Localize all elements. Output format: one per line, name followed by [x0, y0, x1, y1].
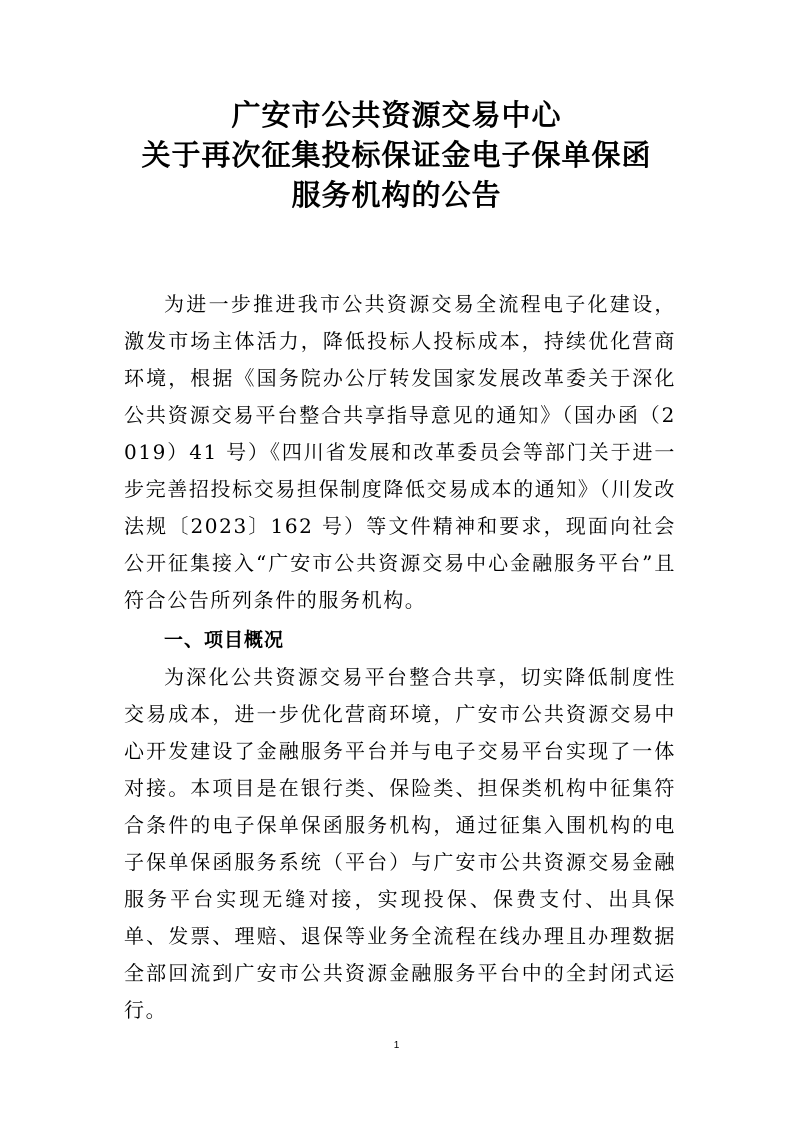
- section-paragraph: 为深化公共资源交易平台整合共享，切实降低制度性交易成本，进一步优化营商环境，广安市公共资源交易中心开发建设了金融服务平台并与电子交易平台实现了一体对接。本项目是在银行类、保险类、担保类机构中征集符合条件的电子保单保函服务机构，通过征集入围机构的电子保单保函服务系统（平台）与广安市公共资源交易金融服务平台实现无缝对接，实现投保、保费支付、出具保单、发票、理赔、退保等业务全流程在线办理且办理数据全部回流到广安市公共资源金融服务平台中的全封闭式运行。: [124, 665, 676, 1022]
- document-body: [124, 286, 676, 1029]
- title-line: 广安市公共资源交易中心: [231, 98, 562, 132]
- page-number: 1: [393, 1040, 400, 1051]
- title-line: 关于再次征集投标保证金电子保单保函: [141, 138, 652, 172]
- document-title: [0, 95, 793, 215]
- title-line: 服务机构的公告: [291, 178, 502, 212]
- section-heading: 一、项目概况: [164, 629, 285, 651]
- intro-paragraph: 为进一步推进我市公共资源交易全流程电子化建设，激发市场主体活力，降低投标人投标成本，持续优化营商环境，根据《国务院办公厅转发国家发展改革委关于深化公共资源交易平台整合共享指导意见的通知》（国办函（2019）41 号）《四川省发展和改革委员会等部门关于进一步完善招投标交易担保制度降低交易成本的通知》（川发改法规〔2023〕162 号）等文件精神和要求，现面向社会公开征集接入“广安市公共资源交易中心金融服务平台”且符合公告所列条件的服务机构。: [124, 292, 676, 612]
